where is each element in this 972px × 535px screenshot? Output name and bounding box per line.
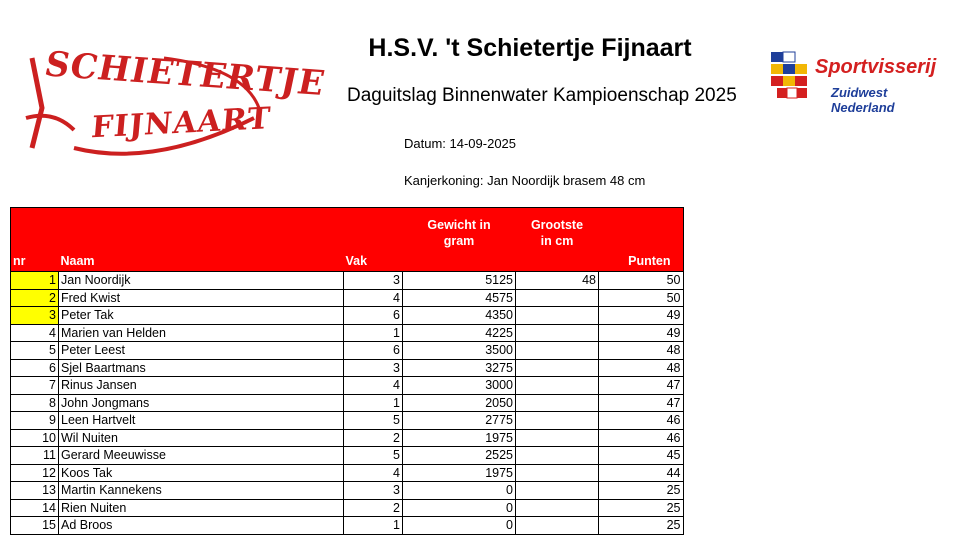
table-row — [11, 429, 684, 447]
cell-vak: 4 — [344, 289, 403, 307]
cell-naam: Jan Noordijk — [59, 272, 344, 290]
cell-nr: 8 — [11, 394, 59, 412]
cell-grootste — [516, 429, 599, 447]
cell-nr: 3 — [11, 307, 59, 325]
cell-gewicht: 4350 — [403, 307, 516, 325]
cell-grootste — [516, 394, 599, 412]
cell-vak: 5 — [344, 412, 403, 430]
cell-vak: 6 — [344, 342, 403, 360]
cell-punten: 46 — [599, 429, 684, 447]
cell-vak: 1 — [344, 517, 403, 535]
cell-punten: 48 — [599, 342, 684, 360]
cell-gewicht: 4575 — [403, 289, 516, 307]
cell-vak: 3 — [344, 359, 403, 377]
col-grootste-line1: Grootste — [530, 218, 584, 232]
cell-vak: 4 — [344, 377, 403, 395]
page-title: H.S.V. 't Schietertje Fijnaart — [368, 34, 692, 62]
table-row — [11, 324, 684, 342]
cell-punten: 25 — [599, 517, 684, 535]
cell-punten: 49 — [599, 307, 684, 325]
cell-punten: 48 — [599, 359, 684, 377]
cell-grootste: 48 — [516, 272, 599, 290]
cell-vak: 1 — [344, 394, 403, 412]
cell-gewicht: 5125 — [403, 272, 516, 290]
cell-gewicht: 3275 — [403, 359, 516, 377]
cell-gewicht: 1975 — [403, 429, 516, 447]
cell-punten: 47 — [599, 394, 684, 412]
col-gewicht-line2: gram — [443, 234, 475, 248]
cell-grootste — [516, 412, 599, 430]
cell-naam: Koos Tak — [59, 464, 344, 482]
table-row — [11, 447, 684, 465]
date-text: Datum: 14-09-2025 — [404, 136, 517, 151]
cell-gewicht: 0 — [403, 517, 516, 535]
results-table — [10, 207, 684, 535]
cell-nr: 10 — [11, 429, 59, 447]
cell-vak: 1 — [344, 324, 403, 342]
cell-vak: 3 — [344, 482, 403, 500]
cell-grootste — [516, 377, 599, 395]
col-nr-header: nr — [11, 208, 59, 272]
cell-punten: 49 — [599, 324, 684, 342]
cell-nr: 7 — [11, 377, 59, 395]
col-grootste-line2: in cm — [540, 234, 574, 248]
cell-gewicht: 0 — [403, 482, 516, 500]
cell-gewicht: 0 — [403, 499, 516, 517]
cell-naam: Gerard Meeuwisse — [59, 447, 344, 465]
cell-punten: 50 — [599, 289, 684, 307]
flag-emblem-icon — [765, 50, 815, 108]
table-row — [11, 289, 684, 307]
cell-vak: 6 — [344, 307, 403, 325]
col-vak-header: Vak — [344, 208, 403, 272]
cell-gewicht: 2775 — [403, 412, 516, 430]
cell-nr: 4 — [11, 324, 59, 342]
cell-vak: 2 — [344, 429, 403, 447]
cell-grootste — [516, 342, 599, 360]
cell-naam: Peter Leest — [59, 342, 344, 360]
cell-nr: 9 — [11, 412, 59, 430]
table-row — [11, 499, 684, 517]
cell-nr: 5 — [11, 342, 59, 360]
cell-grootste — [516, 324, 599, 342]
cell-grootste — [516, 499, 599, 517]
table-row — [11, 482, 684, 500]
cell-punten: 45 — [599, 447, 684, 465]
cell-nr: 1 — [11, 272, 59, 290]
table-row — [11, 464, 684, 482]
cell-naam: Rien Nuiten — [59, 499, 344, 517]
cell-naam: Fred Kwist — [59, 289, 344, 307]
cell-grootste — [516, 289, 599, 307]
cell-grootste — [516, 464, 599, 482]
cell-gewicht: 2050 — [403, 394, 516, 412]
cell-vak: 4 — [344, 464, 403, 482]
table-row — [11, 307, 684, 325]
cell-nr: 12 — [11, 464, 59, 482]
cell-vak: 2 — [344, 499, 403, 517]
col-grootste-header — [516, 208, 599, 272]
cell-punten: 25 — [599, 499, 684, 517]
cell-gewicht: 3000 — [403, 377, 516, 395]
cell-vak: 5 — [344, 447, 403, 465]
cell-gewicht: 2525 — [403, 447, 516, 465]
table-row — [11, 394, 684, 412]
logo-text-line2: FIJNAART — [89, 101, 273, 146]
cell-naam: Ad Broos — [59, 517, 344, 535]
cell-naam: Leen Hartvelt — [59, 412, 344, 430]
cell-naam: Rinus Jansen — [59, 377, 344, 395]
cell-nr: 14 — [11, 499, 59, 517]
cell-vak: 3 — [344, 272, 403, 290]
table-row — [11, 412, 684, 430]
cell-nr: 11 — [11, 447, 59, 465]
kanjerkoning-text: Kanjerkoning: Jan Noordijk brasem 48 cm — [404, 173, 646, 188]
table-row — [11, 377, 684, 395]
cell-naam: Marien van Helden — [59, 324, 344, 342]
cell-punten: 25 — [599, 482, 684, 500]
table-row — [11, 272, 684, 290]
cell-nr: 15 — [11, 517, 59, 535]
col-punten-header: Punten — [599, 208, 684, 272]
cell-punten: 44 — [599, 464, 684, 482]
cell-nr: 13 — [11, 482, 59, 500]
cell-grootste — [516, 359, 599, 377]
col-gewicht-header — [403, 208, 516, 272]
cell-naam: Sjel Baartmans — [59, 359, 344, 377]
cell-grootste — [516, 447, 599, 465]
table-row — [11, 517, 684, 535]
cell-grootste — [516, 517, 599, 535]
sportvisserij-logo — [765, 50, 950, 115]
cell-naam: Wil Nuiten — [59, 429, 344, 447]
cell-nr: 6 — [11, 359, 59, 377]
logo-region: Zuidwest Nederland — [831, 85, 895, 115]
page-subtitle: Daguitslag Binnenwater Kampioenschap 2025 — [347, 85, 737, 106]
table-row — [11, 342, 684, 360]
logo-sportvisserij: Sportvisserij — [815, 56, 937, 78]
cell-nr: 2 — [11, 289, 59, 307]
cell-gewicht: 4225 — [403, 324, 516, 342]
table-row — [11, 359, 684, 377]
cell-punten: 46 — [599, 412, 684, 430]
club-logo — [14, 44, 329, 158]
cell-naam: John Jongmans — [59, 394, 344, 412]
cell-gewicht: 1975 — [403, 464, 516, 482]
cell-grootste — [516, 307, 599, 325]
cell-punten: 47 — [599, 377, 684, 395]
cell-grootste — [516, 482, 599, 500]
cell-gewicht: 3500 — [403, 342, 516, 360]
cell-punten: 50 — [599, 272, 684, 290]
table-header-row — [11, 208, 684, 272]
cell-naam: Peter Tak — [59, 307, 344, 325]
logo-text-line1: SCHIETERTJE — [41, 44, 329, 105]
cell-naam: Martin Kannekens — [59, 482, 344, 500]
col-gewicht-line1: Gewicht in — [427, 218, 491, 232]
col-naam-header: Naam — [59, 208, 344, 272]
